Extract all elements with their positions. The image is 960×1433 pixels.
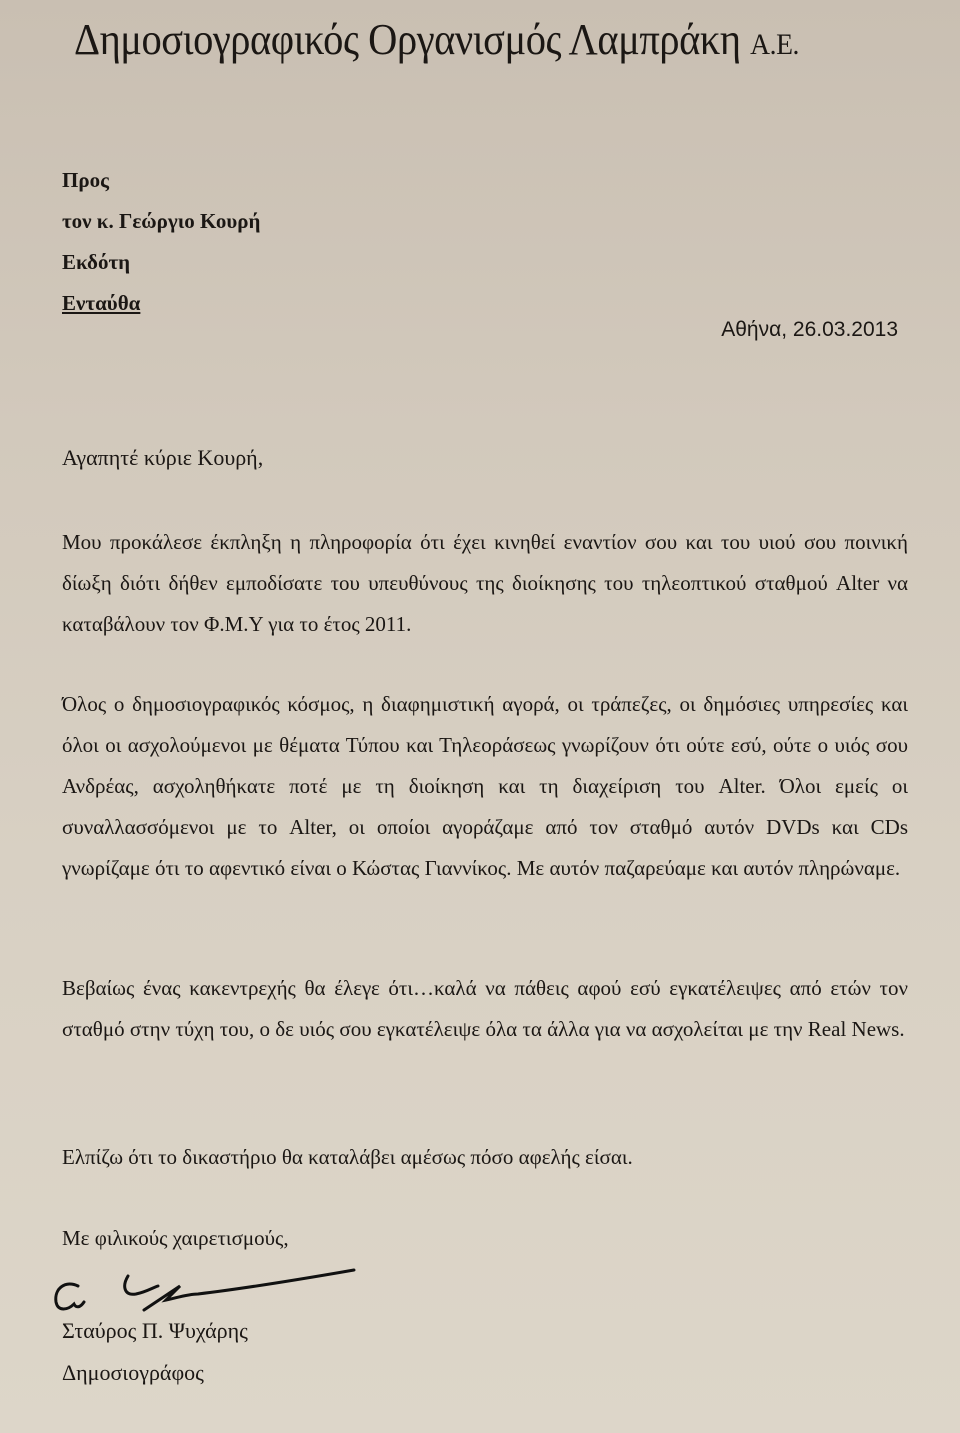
closing-line: Με φιλικούς χαιρετισμούς, <box>62 1226 289 1250</box>
letter-date: Αθήνα, 26.03.2013 <box>721 318 898 341</box>
organization-name: Δημοσιογραφικός Οργανισμός Λαμπράκη <box>74 15 741 64</box>
body-paragraph-2: Όλος ο δημοσιογραφικός κόσμος, η διαφημιστική αγορά, οι τράπεζες, οι δημόσιες υπηρεσίες και όλοι οι ασχολούμενοι με θέματα Τύπου και Τηλεοράσεως γνωρίζουν ότι ούτε εσύ, ούτε ο υιός σου Ανδρέας, ασχοληθήκατε ποτέ με τη διοίκηση και τη διαχείριση του Alter. Όλοι εμείς οι συναλλασσόμενοι με το Alter, οι οποίοι αγοράζαμε από τον σταθμό αυτόν DVDs και CDs γνωρίζαμε ότι το αφεντικό είναι ο Κώστας Γιαννίκος. Με αυτόν παζαρεύαμε και αυτόν πληρώναμε. <box>62 692 908 880</box>
recipient-location: Ενταύθα <box>62 291 141 315</box>
signer-title: Δημοσιογράφος <box>62 1360 204 1385</box>
signer-block <box>62 1310 248 1394</box>
letterhead <box>74 14 799 65</box>
signer-name: Σταύρος Π. Ψυχάρης <box>62 1318 248 1343</box>
body-paragraph-3: Βεβαίως ένας κακεντρεχής θα έλεγε ότι…καλά να πάθεις αφού εσύ εγκατέλειψες από ετών τον σταθμό στην τύχη του, ο δε υιός σου εγκατέλειψε όλα τα άλλα για να ασχολείται με την Real News. <box>62 976 908 1041</box>
recipient-block <box>62 160 260 324</box>
body-paragraph-4: Ελπίζω ότι το δικαστήριο θα καταλάβει αμέσως πόσο αφελής είσαι. <box>62 1145 633 1169</box>
body-paragraph-1: Μου προκάλεσε έκπληξη η πληροφορία ότι έχει κινηθεί εναντίον σου και του υιού σου ποινική δίωξη διότι δήθεν εμποδίσατε του υπευθύνους της διοίκησης του τηλεοπτικού σταθμού Alter να καταβάλουν τον Φ.Μ.Υ για το έτος 2011. <box>62 530 908 636</box>
organization-suffix: Α.Ε. <box>750 28 799 61</box>
recipient-name: τον κ. Γεώργιο Κουρή <box>62 209 261 233</box>
recipient-to: Προς <box>62 168 109 192</box>
recipient-role: Εκδότη <box>62 250 131 274</box>
salutation: Αγαπητέ κύριε Κουρή, <box>62 445 264 470</box>
